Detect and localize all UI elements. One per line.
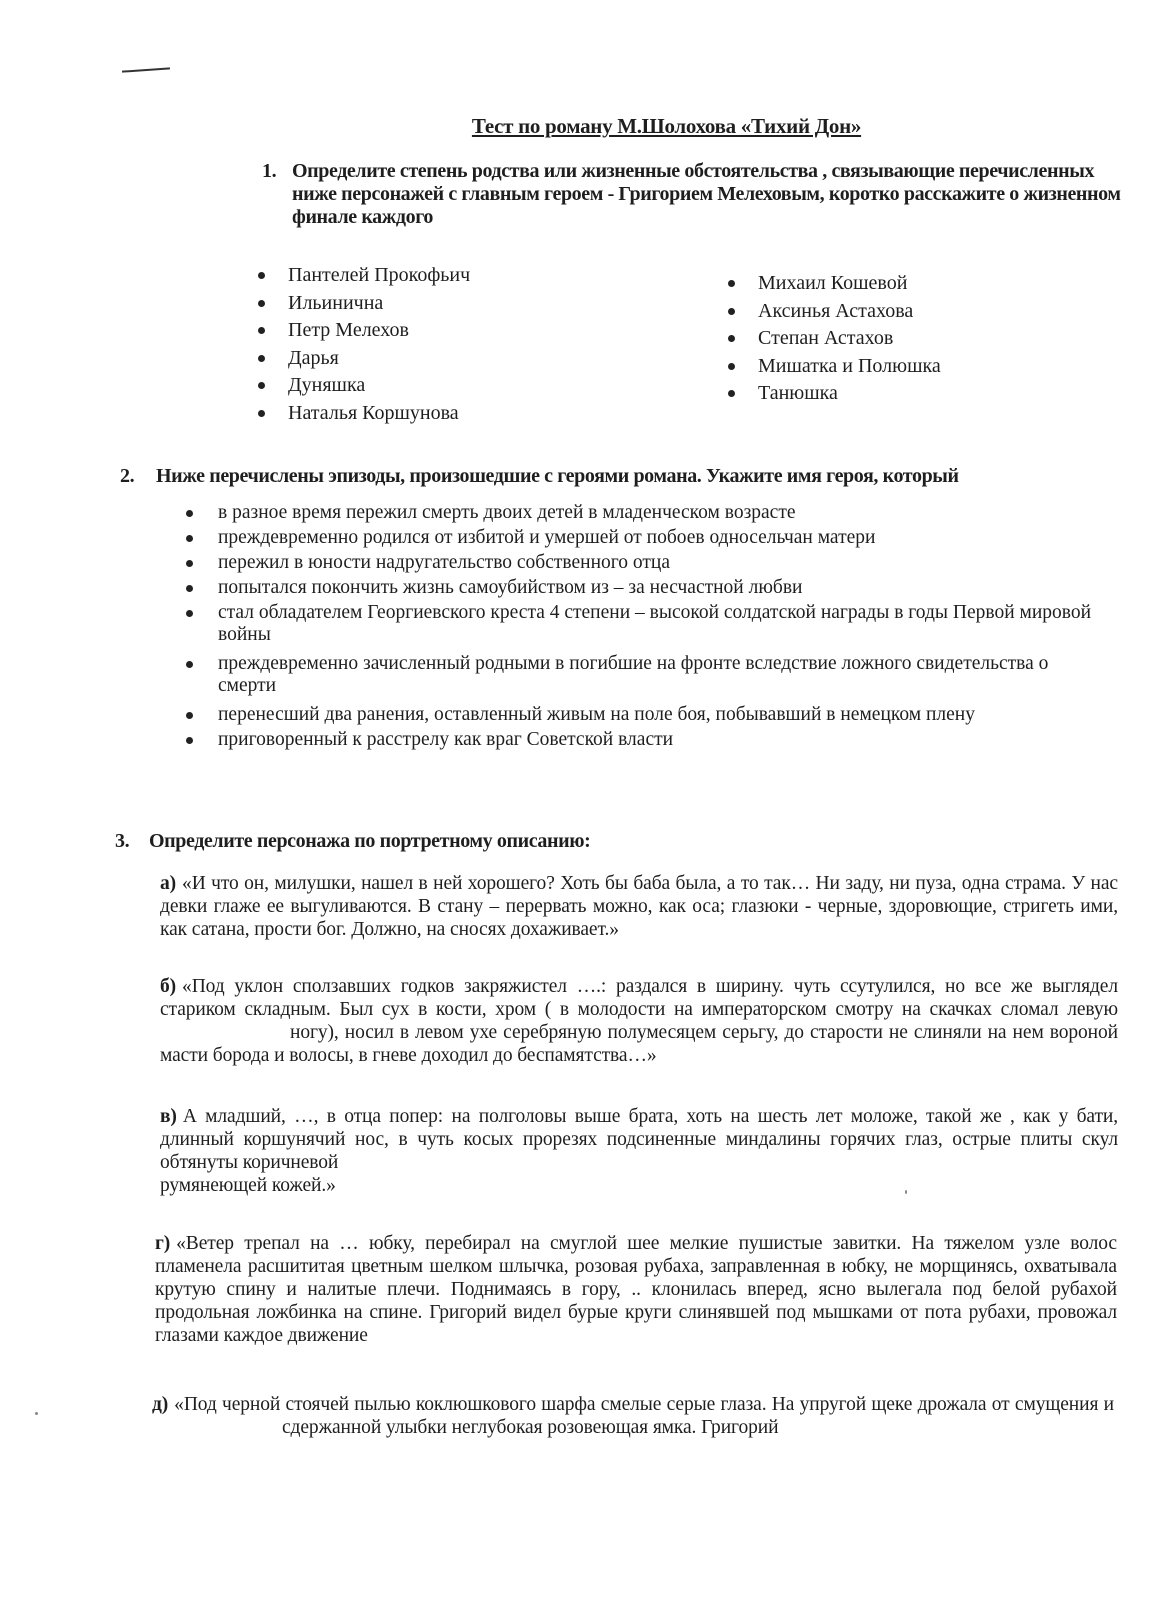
episodes-list bbox=[186, 502, 1106, 758]
question-number: 2. bbox=[120, 465, 135, 487]
list-item: Ильинична bbox=[258, 290, 470, 318]
question-number: 3. bbox=[115, 830, 130, 852]
characters-list-right bbox=[728, 270, 941, 408]
list-item: Пантелей Прокофьич bbox=[258, 262, 470, 290]
description-label: в) bbox=[160, 1106, 177, 1127]
description-label: д) bbox=[152, 1394, 169, 1415]
description-d bbox=[152, 1393, 1114, 1439]
list-item: Мишатка и Полюшка bbox=[728, 353, 941, 381]
list-item: Степан Астахов bbox=[728, 325, 941, 353]
scan-speck bbox=[35, 1412, 38, 1415]
list-item: Аксинья Астахова bbox=[728, 298, 941, 326]
list-item: Петр Мелехов bbox=[258, 317, 470, 345]
description-text: «Под уклон сползавших годков закряжистел ….: раздался в ширину. чуть ссутулился, но все же выглядел стариком складным. Был сух в кости, хром ( в молодости на императорском смотру на скачках сломал левую bbox=[160, 976, 1118, 1020]
question-2-heading bbox=[120, 465, 1120, 488]
list-item: приговоренный к расстрелу как враг Советской власти bbox=[186, 729, 1106, 751]
description-a bbox=[160, 872, 1118, 941]
scan-mark bbox=[122, 67, 170, 72]
description-g bbox=[155, 1232, 1117, 1347]
description-text: «Ветер трепал на … юбку, перебирал на смуглой шее мелкие пушистые завитки. На тяжелом узле волос пламенела расшититая цветным шелком шлычка, розовая рубаха, заправленная в юбку, не морщинясь, охватывала крутую спину и налитые плечи. Поднимаясь в гору, .. клонилась вперед, ясно вылегала под белой рубахой продольная ложбинка на спине. Григорий видел бурые круги слинявшей под мышками от пота рубахи, провожал глазами каждое движение bbox=[155, 1233, 1117, 1346]
question-text: Определите степень родства или жизненные обстоятельства , связывающие перечисленных ниже персонажей с главным героем - Григорием Мелеховым, коротко расскажите о жизненном финале каждого bbox=[292, 160, 1121, 228]
description-label: а) bbox=[160, 873, 177, 894]
document-title: Тест по роману М.Шолохова «Тихий Дон» bbox=[471, 114, 862, 138]
list-item: преждевременно родился от избитой и умершей от побоев односельчан матери bbox=[186, 527, 1106, 549]
question-1-heading bbox=[262, 160, 1142, 229]
list-item: Дарья bbox=[258, 345, 470, 373]
list-item: в разное время пережил смерть двоих детей в младенческом возрасте bbox=[186, 502, 1106, 524]
list-item: Танюшка bbox=[728, 380, 941, 408]
description-label: г) bbox=[155, 1233, 171, 1254]
description-text: А младший, …, в отца попер: на полголовы выше брата, хоть на шесть лет моложе, такой же , как у бати, длинный коршунячий нос, в чуть косых прорезях подсиненные миндалины горячих глаз, острые плиты скул обтянуты коричневой bbox=[160, 1106, 1118, 1173]
description-text-continued: ногу), носил в левом ухе серебряную полумесяцем серьгу, до старости не слиняли на нем вороной масти борода и волосы, в гневе доходил до беспамятства…» bbox=[160, 1022, 1118, 1066]
characters-list-left bbox=[258, 262, 470, 427]
description-text-continued: сдержанной улыбки неглубокая розовеющая ямка. Григорий bbox=[282, 1417, 779, 1438]
description-v bbox=[160, 1105, 1118, 1197]
description-b bbox=[160, 975, 1118, 1067]
list-item: перенесший два ранения, оставленный живым на поле боя, побывавший в немецком плену bbox=[186, 704, 1106, 726]
question-text: Ниже перечислены эпизоды, произошедшие с героями романа. Укажите имя героя, который bbox=[156, 465, 959, 487]
question-number: 1. bbox=[262, 160, 277, 182]
list-item: стал обладателем Георгиевского креста 4 степени – высокой солдатской награды в годы Первой мировой войны bbox=[186, 602, 1106, 646]
description-text: «Под черной стоячей пылью коклюшкового шарфа смелые серые глаза. На упругой щеке дрожала от смущения и bbox=[174, 1394, 1114, 1415]
list-item: Дуняшка bbox=[258, 372, 470, 400]
list-item: Наталья Коршунова bbox=[258, 400, 470, 428]
list-item: преждевременно зачисленный родными в погибшие на фронте вследствие ложного свидетельства о смерти bbox=[186, 653, 1106, 697]
list-item: попытался покончить жизнь самоубийством из – за несчастной любви bbox=[186, 577, 1106, 599]
description-text-continued: румянеющей кожей.» bbox=[160, 1175, 336, 1196]
description-label: б) bbox=[160, 976, 177, 997]
description-text: «И что он, милушки, нашел в ней хорошего? Хоть бы баба была, а то так… Ни заду, ни пуза, одна страма. У нас девки глаже ее выгуливаются. В стану – перервать можно, как оса; глазюки - черные, здоровющие, стригеть ими, как сатана, прости бог. Должно, на сносях дохаживает.» bbox=[160, 873, 1118, 940]
list-item: пережил в юности надругательство собственного отца bbox=[186, 552, 1106, 574]
question-3-heading bbox=[115, 830, 1115, 853]
question-text: Определите персонажа по портретному описанию: bbox=[149, 830, 591, 852]
list-item: Михаил Кошевой bbox=[728, 270, 941, 298]
